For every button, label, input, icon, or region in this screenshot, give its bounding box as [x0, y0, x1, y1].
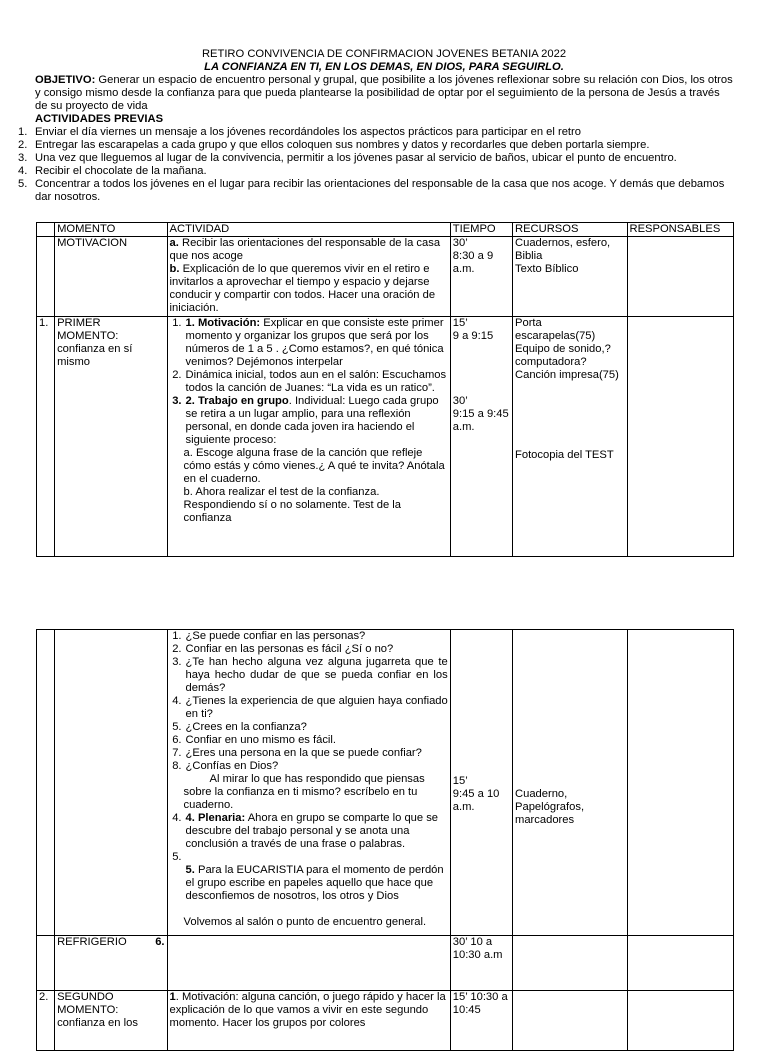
momento-cell: SEGUNDO MOMENTO: confianza en los [55, 991, 167, 1051]
question-number: 3. [172, 656, 182, 668]
header-cell-blank [37, 223, 55, 237]
activity-label: 1. Motivación: [185, 317, 261, 329]
objective-paragraph [35, 74, 735, 113]
activity-item [172, 317, 448, 369]
momento-cell [55, 936, 167, 991]
row-number-cell [37, 237, 55, 317]
objective-text: Generar un espacio de encuentro personal y grupal, que posibilite a los jóvenes reflexionar sobre su relación con Dios, los otros y consigo mismo desde la confianza para que pueda plantearse la posibilidad de optar por el seguimiento de la persona de Jesús a través de su proyecto de vida [35, 74, 733, 112]
table-row-test [37, 630, 734, 936]
test-question [172, 630, 448, 643]
list-text: Enviar el día viernes un mensaje a los jóvenes recordándoles los aspectos prácticos para participar en el retro [35, 126, 581, 138]
header-responsables: RESPONSABLES [627, 223, 734, 237]
eucaristia-number: 5. [172, 851, 182, 863]
list-text: Concentrar a todos los jóvenes en el lugar para recibir las orientaciones del responsable de la casa que nos acoge. Y demás que debamos dar nosotros. [35, 178, 725, 203]
activity-text: Dinámica inicial, todos aun en el salón: Escuchamos todos la canción de Juanes: “La vida es un ratico”. [185, 369, 447, 394]
recursos-line: Fotocopia del TEST [515, 449, 614, 461]
recursos-cell [513, 630, 627, 936]
header-tiempo: TIEMPO [450, 223, 512, 237]
list-text: Una vez que lleguemos al lugar de la convivencia, permitir a los jóvenes pasar al servicio de baños, ubicar el punto de encuentro. [35, 152, 677, 164]
list-item [18, 152, 738, 165]
schedule-table-page-1 [36, 222, 734, 557]
return-text: Volvemos al salón o punto de encuentro general. [183, 916, 427, 928]
list-text: Entregar las escarapelas a cada grupo y que ellos coloquen sus nombres y datos y recordarles que deben portarla siempre. [35, 139, 650, 151]
activity-item [172, 395, 448, 447]
list-number: 4. [18, 165, 28, 177]
question-number: 6. [172, 734, 182, 746]
question-number: 2. [172, 643, 182, 655]
activity-sub-b: b. Ahora realizar el test de la confianza. Respondiendo sí o no solamente. Test de la confianza [183, 486, 402, 524]
activity-b [170, 263, 448, 315]
row-number-cell: 1. [37, 317, 55, 557]
plenaria-text: Ahora en grupo se comparte lo que se descubre del trabajo personal y se anota una conclusión a través de una frase o palabras. [185, 812, 439, 850]
question-number: 1. [172, 630, 182, 642]
table-header-row [37, 223, 734, 237]
tiempo-duration: 15’ [452, 775, 468, 787]
test-question [172, 695, 448, 721]
recursos-cell [513, 317, 627, 557]
table-row-primer-momento [37, 317, 734, 557]
eucaristia-label: 5. [185, 864, 195, 876]
momento-cell: MOTIVACION [55, 237, 167, 317]
responsables-cell [627, 936, 734, 991]
activity-a [170, 237, 448, 263]
tiempo-cell [450, 317, 512, 557]
table-row-motivacion [37, 237, 734, 317]
actividad-cell [167, 936, 450, 991]
test-question [172, 747, 448, 760]
list-text: Recibir el chocolate de la mañana. [35, 165, 207, 177]
question-text: ¿Te han hecho alguna vez alguna jugarreta que te haya hecho dudar de que se pueda confiar en los demás? [185, 656, 448, 694]
row-number-cell [37, 936, 55, 991]
list-item [18, 139, 738, 152]
recursos-line: Cuadernos, esfero, Biblia [515, 237, 611, 262]
question-text: ¿Se puede confiar en las personas? [185, 630, 366, 642]
activity-a-label: a. [169, 237, 179, 249]
tiempo-cell [450, 237, 512, 317]
eucaristia-item [172, 851, 448, 903]
question-text: ¿Tienes la experiencia de que alguien haya confiado en ti? [185, 695, 448, 720]
test-question [172, 734, 448, 747]
momento-cell [55, 630, 167, 936]
plenaria-number: 4. [172, 812, 182, 824]
activity-number: 3. [172, 395, 182, 407]
recursos-line: Porta escarapelas(75) Equipo de sonido,? computadora? Canción impresa(75) [515, 317, 619, 381]
tiempo-duration: 30’ [452, 395, 468, 407]
tiempo-cell: 30’ 10 a 10:30 a.m [450, 936, 512, 991]
activity-b-text: Explicación de lo que queremos vivir en el retiro e invitarlos a aprovechar el tiempo y espacio y dejarse conducir y compartir con todos. Hacer una oración de iniciación. [169, 263, 436, 314]
list-number: 1. [18, 126, 28, 138]
question-text: Confiar en uno mismo es fácil. [185, 734, 337, 746]
question-number: 5. [172, 721, 182, 733]
activity-text: Explicar en que consiste este primer momento y organizar los grupos que será por los números de 1 a 5 . ¿Como estamos?, en qué tónica venimos? Dejémonos interpelar [185, 317, 444, 368]
question-number: 7. [172, 747, 182, 759]
tiempo-cell: 15’ 10:30 a 10:45 [450, 991, 512, 1051]
activity-a-text: Recibir las orientaciones del responsable de la casa que nos acoge [169, 237, 441, 262]
question-text: ¿Crees en la confianza? [185, 721, 307, 733]
activity-number: 2. [172, 369, 182, 381]
document-subtitle: LA CONFIANZA EN TI, EN LOS DEMAS, EN DIOS, PARA SEGUIRLO. [204, 61, 564, 73]
list-number: 2. [18, 139, 28, 151]
refrigerio-number: 6. [155, 936, 165, 948]
activity-label: 2. Trabajo en grupo [185, 395, 289, 407]
tiempo-range: 9:45 a 10 a.m. [452, 788, 500, 813]
header-actividad: ACTIVIDAD [167, 223, 450, 237]
plenaria-label: 4. Plenaria: [185, 812, 246, 824]
objective-label: OBJETIVO: [35, 74, 96, 86]
reflection-text: Al mirar lo que has respondido que piensas sobre la confianza en ti mismo? escríbelo en tu cuaderno. [183, 773, 425, 811]
question-number: 4. [172, 695, 182, 707]
plenaria-item [172, 812, 448, 851]
recursos-cell [513, 991, 627, 1051]
question-text: Confiar en las personas es fácil ¿Sí o no? [185, 643, 394, 655]
question-number: 8. [172, 760, 182, 772]
list-number: 3. [18, 152, 28, 164]
previous-activities-heading: ACTIVIDADES PREVIAS [35, 113, 164, 125]
list-item [18, 126, 738, 139]
momento-text: REFRIGERIO [57, 936, 127, 948]
responsables-cell [627, 237, 734, 317]
tiempo-cell [450, 630, 512, 936]
question-text: ¿Confías en Dios? [185, 760, 279, 772]
responsables-cell [627, 630, 734, 936]
recursos-line: Cuaderno, Papelógrafos, marcadores [515, 788, 585, 826]
header-momento: MOMENTO [55, 223, 167, 237]
activity-text: . Motivación: alguna canción, o juego rápido y hacer la explicación de lo que vamos a vivir en este segundo momento. Hacer los grupos por colores [169, 991, 446, 1029]
tiempo-range: 9 a 9:15 [452, 330, 494, 342]
row-number-cell [37, 630, 55, 936]
tiempo-duration: 15’ [452, 317, 468, 329]
schedule-table-page-2 [36, 629, 734, 1051]
actividad-cell [167, 317, 450, 557]
activity-sub-a: a. Escoge alguna frase de la canción que refleje cómo estás y cómo vienes.¿ A qué te invita? Anótala en el cuaderno. [183, 447, 445, 485]
test-question [172, 656, 448, 695]
eucaristia-text: Para la EUCARISTIA para el momento de perdón el grupo escribe en papeles aquello que hace que desconfiemos de nosotros, los otros y Dios [185, 864, 444, 902]
responsables-cell [627, 317, 734, 557]
test-question [172, 721, 448, 734]
tiempo-range: 9:15 a 9:45 a.m. [452, 408, 509, 433]
previous-activities-list [18, 126, 738, 204]
list-number: 5. [18, 178, 28, 190]
recursos-cell [513, 936, 627, 991]
activity-item [172, 369, 448, 395]
activity-number: 1. [172, 317, 182, 329]
tiempo-range: 8:30 a 9 a.m. [452, 250, 494, 275]
recursos-line: Texto Bíblico [515, 263, 579, 275]
activity-b-label: b. [169, 263, 180, 275]
actividad-cell [167, 630, 450, 936]
table-row-refrigerio [37, 936, 734, 991]
list-item [18, 165, 738, 178]
actividad-cell [167, 237, 450, 317]
activity-text: . Individual: Luego cada grupo se retira a un lugar amplio, para una reflexión personal, en donde cada joven ira haciendo el siguiente proceso: [185, 395, 439, 446]
header-recursos: RECURSOS [513, 223, 627, 237]
test-question [172, 760, 448, 773]
tiempo-duration: 30’ [452, 237, 468, 249]
test-question [172, 643, 448, 656]
row-number-cell: 2. [37, 991, 55, 1051]
momento-cell: PRIMER MOMENTO: confianza en sí mismo [55, 317, 167, 557]
responsables-cell [627, 991, 734, 1051]
recursos-cell [513, 237, 627, 317]
table-row-segundo-momento [37, 991, 734, 1051]
activity-label: 1 [169, 991, 176, 1003]
list-item [18, 178, 738, 204]
document-title: RETIRO CONVIVENCIA DE CONFIRMACION JOVENES BETANIA 2022 [201, 48, 567, 60]
question-text: ¿Eres una persona en la que se puede confiar? [185, 747, 422, 759]
actividad-cell [167, 991, 450, 1051]
